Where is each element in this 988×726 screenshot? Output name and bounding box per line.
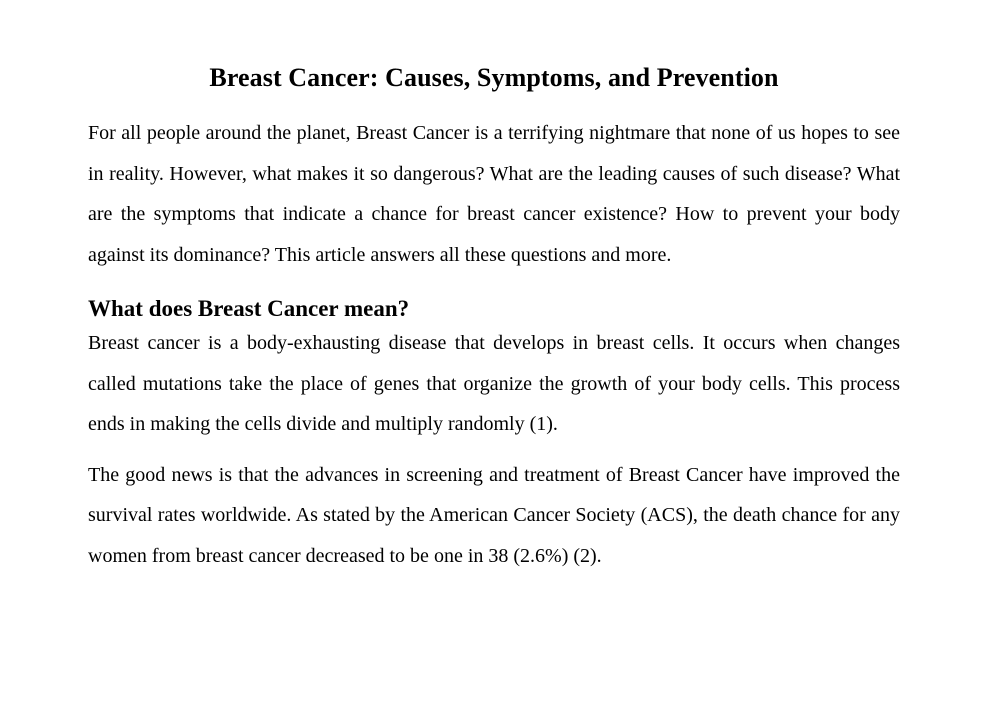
section-heading: What does Breast Cancer mean? <box>88 296 410 321</box>
section-paragraph-2: The good news is that the advances in screening and treatment of Breast Cancer have improved the survival rates worldwide. As stated by the American Cancer Society (ACS), the death chance for any women from breast cancer decreased to be one in 38 (2.6%) (2). <box>88 463 900 567</box>
document-title: Breast Cancer: Causes, Symptoms, and Prevention <box>209 63 779 92</box>
document-page <box>88 58 900 576</box>
section-paragraph-1: Breast cancer is a body-exhausting disease that develops in breast cells. It occurs when changes called mutations take the place of genes that organize the growth of your body cells. This process ends in making the cells divide and multiply randomly (1). <box>88 332 900 435</box>
intro-paragraph: For all people around the planet, Breast Cancer is a terrifying nightmare that none of us hopes to see in reality. However, what makes it so dangerous? What are the leading causes of such disease? What are the symptoms that indicate a chance for breast cancer existence? How to prevent your body against its dominance? This article answers all these questions and more. <box>88 122 900 266</box>
